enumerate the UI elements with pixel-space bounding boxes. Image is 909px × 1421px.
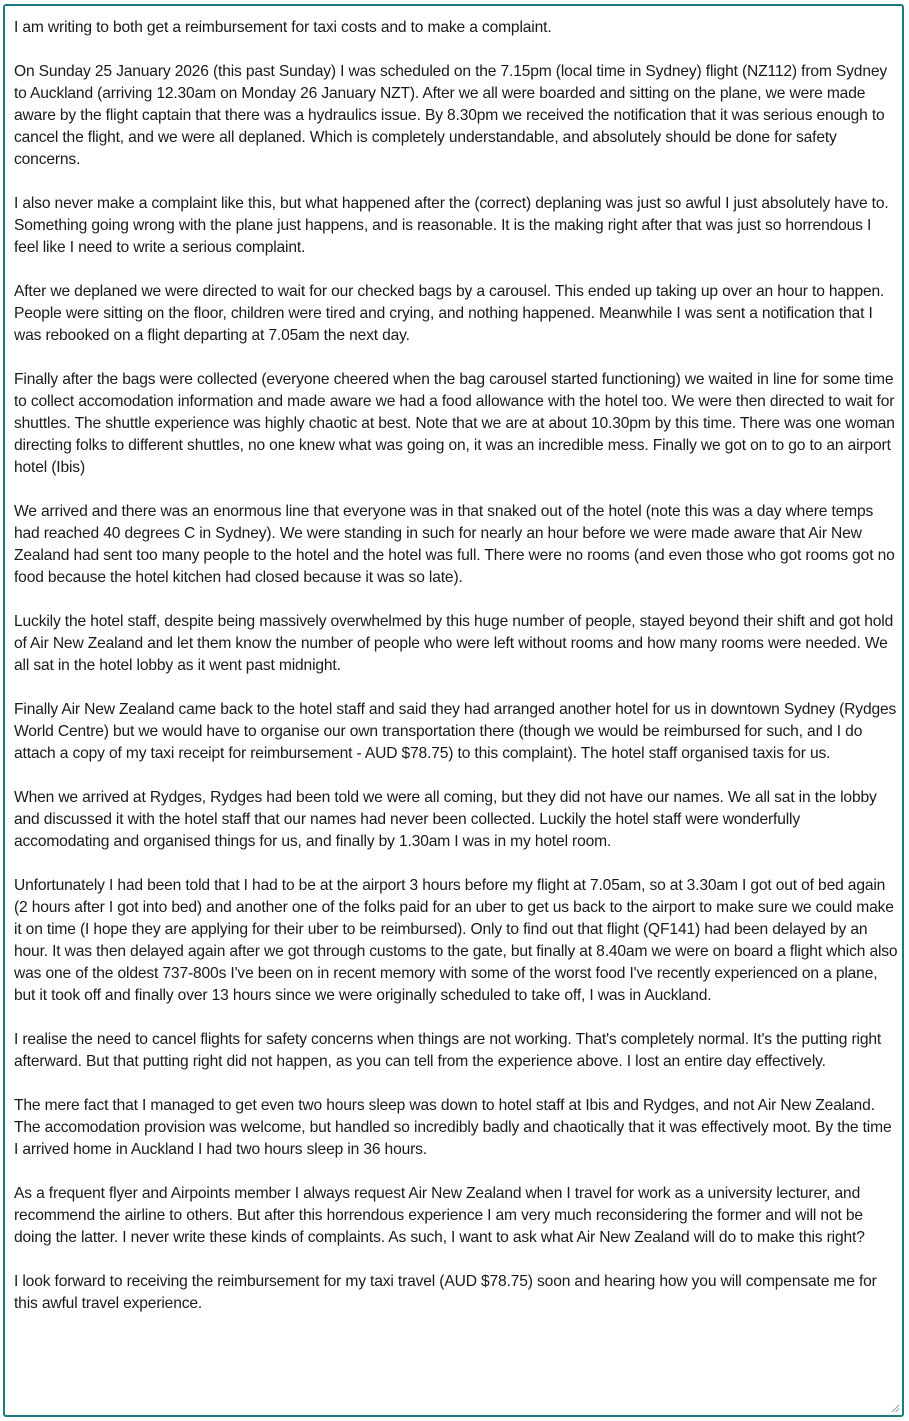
paragraph-complaint-reason: I also never make a complaint like this, but what happened after the (correct) deplaning was just so awful I just absolutely have to. Something going wrong with the plane just happens, and is reasonable. It is the making right after that was just so horrendous I feel like I need to write a serious complaint. bbox=[14, 195, 889, 256]
paragraph-sleep: The mere fact that I managed to get even two hours sleep was down to hotel staff at Ibis and Rydges, and not Air New Zealand. The accomodation provision was welcome, but handled so incredibly badly and chaotically that it was effectively moot. By the time I arrived home in Auckland I had two hours sleep in 36 hours. bbox=[14, 1097, 892, 1158]
paragraph-next-morning: Unfortunately I had been told that I had to be at the airport 3 hours before my flight at 7.05am, so at 3.30am I got out of bed again (2 hours after I got into bed) and another one of the folks paid for an uber to get us back to the airport to make sure we could make it on time (I hope they are applying for their uber to be reimbursed). Only to find out that flight (QF141) had been delayed by an hour. It was then delayed again after we got through customs to the gate, but finally at 8.40am we were on board a flight which also was one of the oldest 737-800s I've been on in recent memory with some of the worst food I've recently experienced on a plane, but it took off and finally over 13 hours since we were originally scheduled to take off, I was in Auckland. bbox=[14, 877, 898, 1004]
paragraph-hotel-staff: Luckily the hotel staff, despite being massively overwhelmed by this huge number of people, stayed beyond their shift and got hold of Air New Zealand and let them know the number of people who were left without rooms and how many rooms were needed. We all sat in the hotel lobby as it went past midnight. bbox=[14, 613, 894, 674]
complaint-text[interactable] bbox=[14, 17, 898, 1315]
paragraph-ibis-full: We arrived and there was an enormous line that everyone was in that snaked out of the hotel (note this was a day where temps had reached 40 degrees C in Sydney). We were standing in such for nearly an hour before we were made aware that Air New Zealand had sent too many people to the hotel and the hotel was full. There were no rooms (and even those who got rooms got no food because the hotel kitchen had closed because it was so late). bbox=[14, 503, 895, 586]
paragraph-realise: I realise the need to cancel flights for safety concerns when things are not working. That's completely normal. It's the putting right afterward. But that putting right did not happen, as you can tell from the experience above. I lost an entire day effectively. bbox=[14, 1031, 882, 1070]
paragraph-shuttles: Finally after the bags were collected (everyone cheered when the bag carousel started functioning) we waited in line for some time to collect accomodation information and made aware we had a food allowance with the hotel too. We were then directed to wait for shuttles. The shuttle experience was highly chaotic at best. Note that we are at about 10.30pm by this time. There was one woman directing folks to different shuttles, no one knew what was going on, it was an incredible mess. Finally we got on to go to an airport hotel (Ibis) bbox=[14, 371, 895, 476]
paragraph-rydges-arrival: When we arrived at Rydges, Rydges had been told we were all coming, but they did not have our names. We all sat in the lobby and discussed it with the hotel staff that our names had never been collected. Luckily the hotel staff were wonderfully accomodating and organised things for us, and finally by 1.30am I was in my hotel room. bbox=[14, 789, 877, 850]
paragraph-frequent-flyer: As a frequent flyer and Airpoints member I always request Air New Zealand when I travel for work as a university lecturer, and recommend the airline to others. But after this horrendous experience I am very much reconsidering the former and will not be doing the latter. I never write these kinds of complaints. As such, I want to ask what Air New Zealand will do to make this right? bbox=[14, 1185, 865, 1246]
resize-grip-icon[interactable] bbox=[890, 1403, 900, 1413]
paragraph-bag-wait: After we deplaned we were directed to wait for our checked bags by a carousel. This ended up taking up over an hour to happen. People were sitting on the floor, children were tired and crying, and nothing happened. Meanwhile I was sent a notification that I was rebooked on a flight departing at 7.05am the next day. bbox=[14, 283, 885, 344]
paragraph-closing: I look forward to receiving the reimbursement for my taxi travel (AUD $78.75) soon and hearing how you will compensate me for this awful travel experience. bbox=[14, 1273, 877, 1312]
paragraph-intro: I am writing to both get a reimbursement for taxi costs and to make a complaint. bbox=[14, 19, 552, 36]
complaint-textarea[interactable] bbox=[3, 4, 904, 1417]
paragraph-flight-cancelled: On Sunday 25 January 2026 (this past Sunday) I was scheduled on the 7.15pm (local time in Sydney) flight (NZ112) from Sydney to Auckland (arriving 12.30am on Monday 26 January NZT). After we all were boarded and sitting on the plane, we were made aware by the flight captain that there was a hydraulics issue. By 8.30pm we received the notification that it was serious enough to cancel the flight, and we were all deplaned. Which is completely understandable, and absolutely should be done for safety concerns. bbox=[14, 63, 888, 168]
paragraph-rydges-arranged: Finally Air New Zealand came back to the hotel staff and said they had arranged another hotel for us in downtown Sydney (Rydges World Centre) but we would have to organise our own transportation there (though we would be reimbursed for such, and I do attach a copy of my taxi receipt for reimbursement - AUD $78.75) to this complaint). The hotel staff organised taxis for us. bbox=[14, 701, 897, 762]
